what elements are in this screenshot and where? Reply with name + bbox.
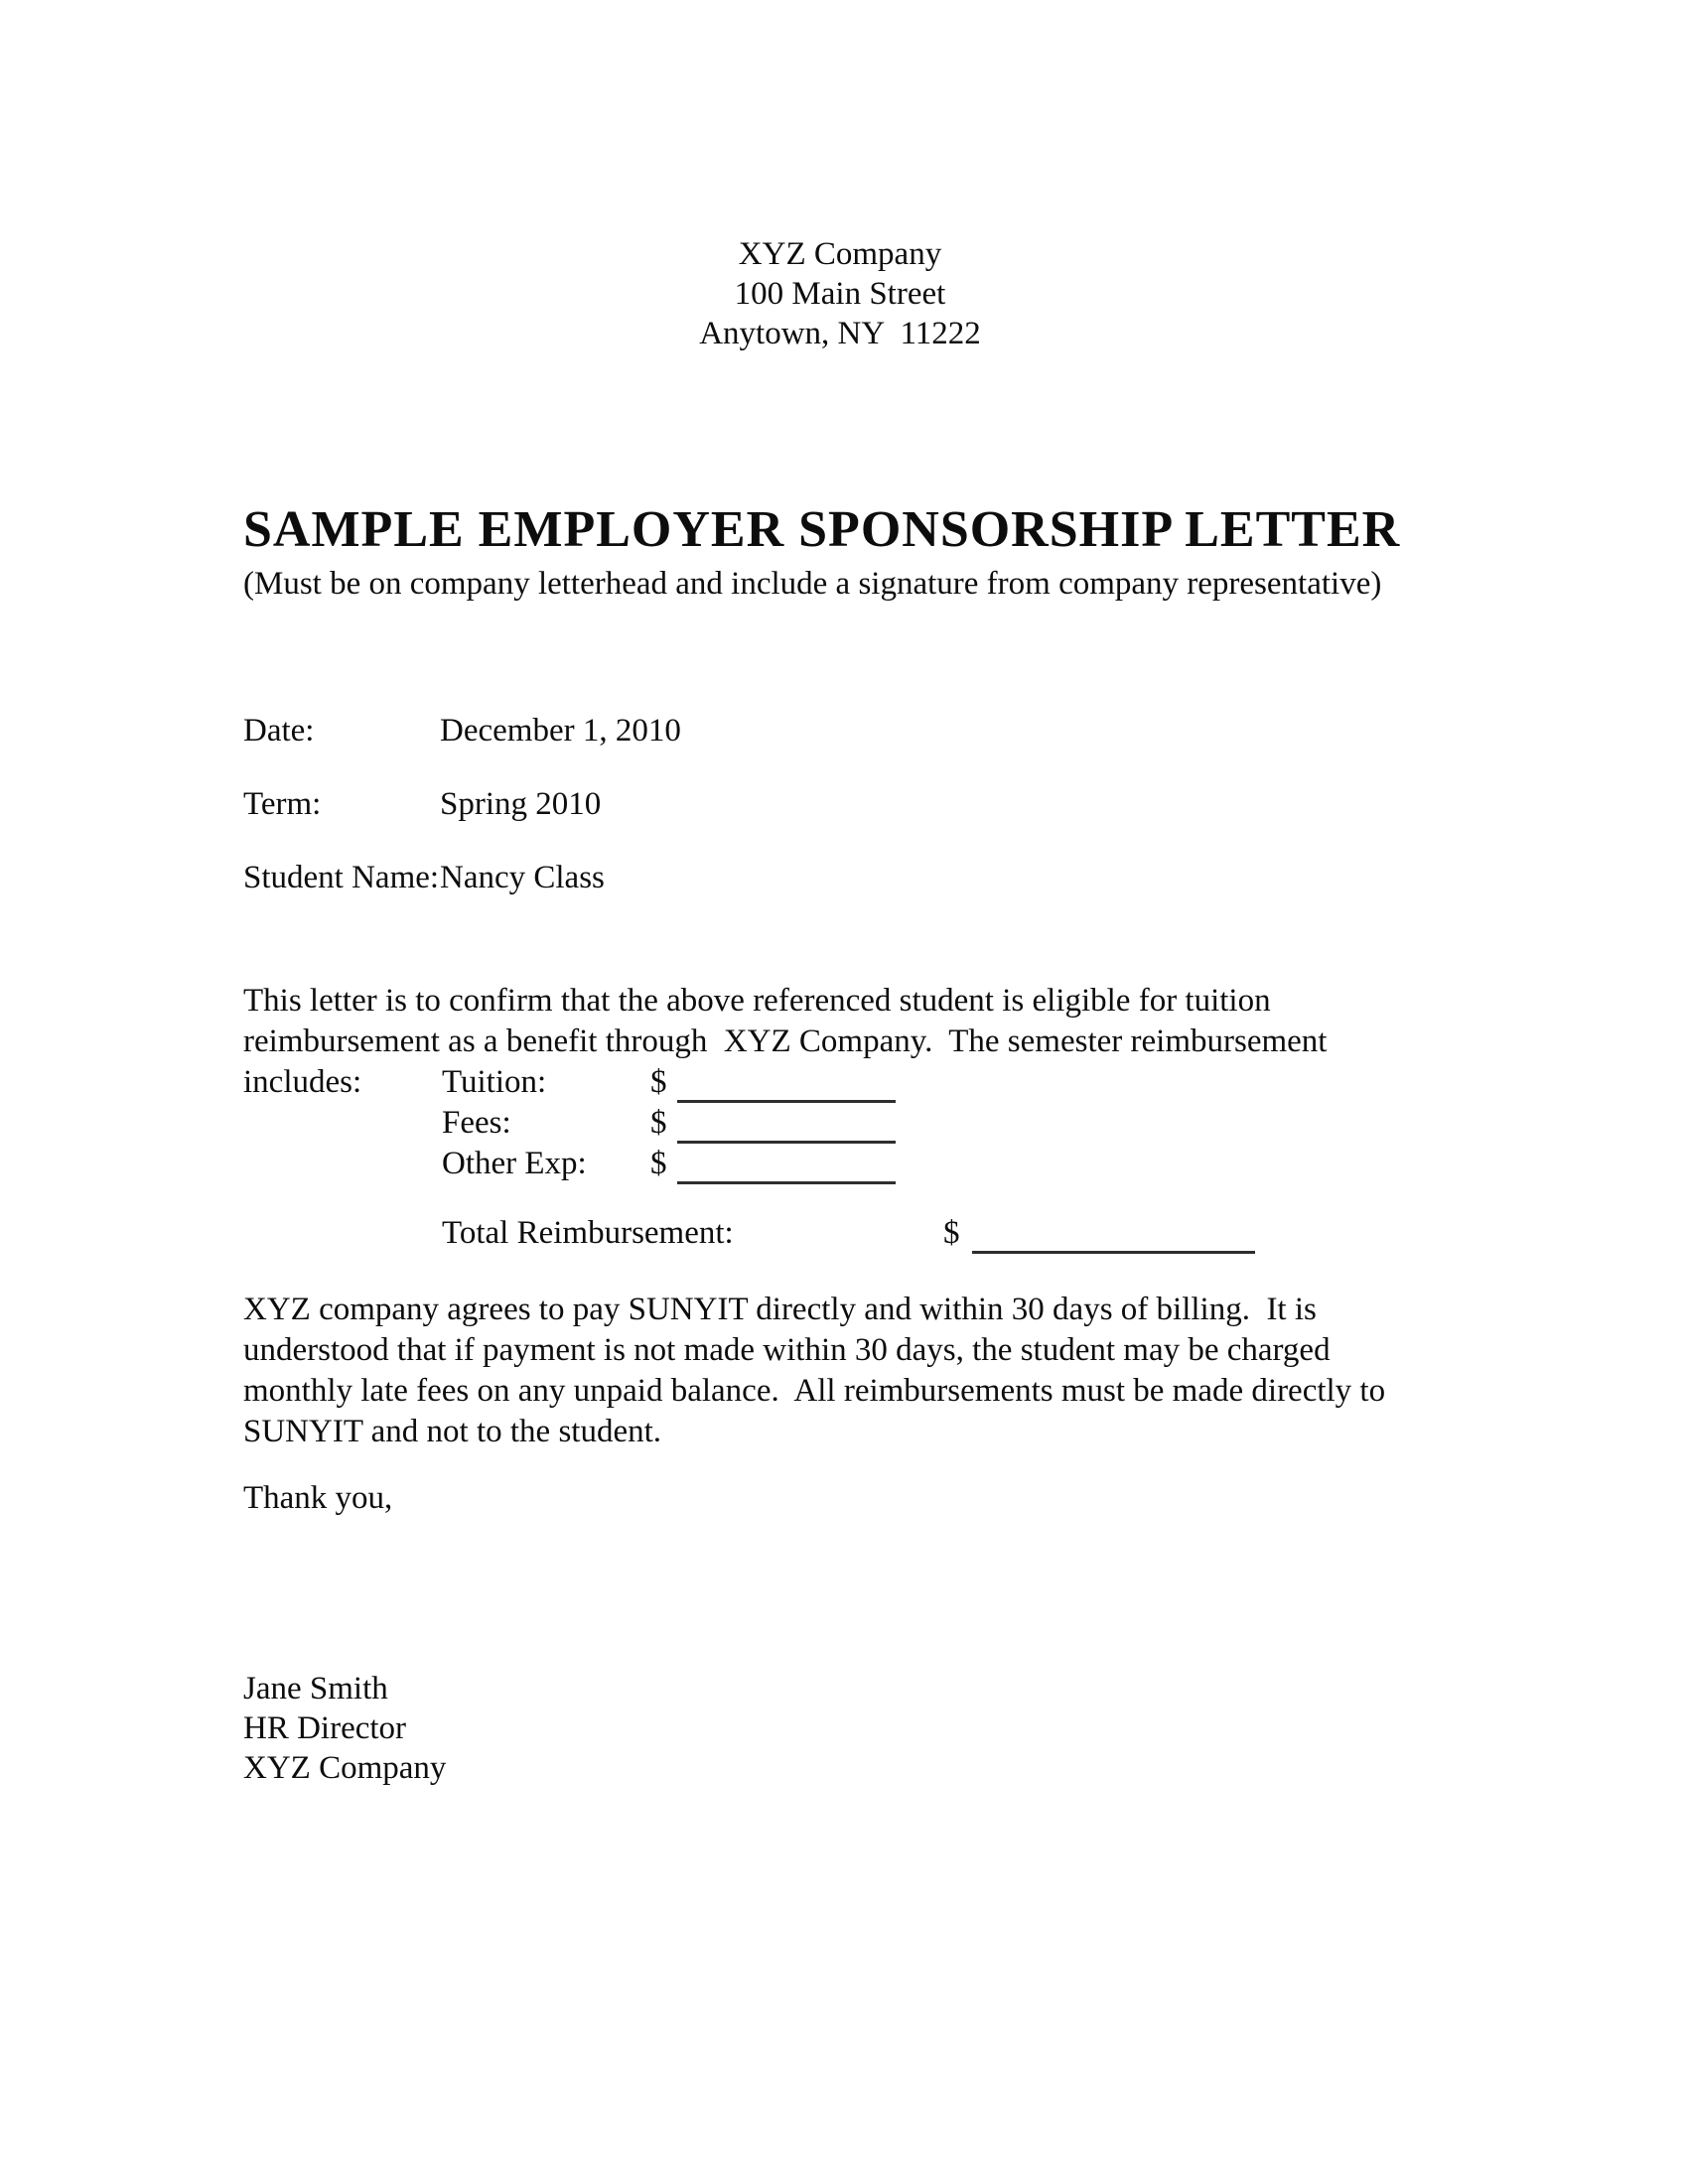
letterhead-company: XYZ Company (738, 236, 942, 272)
student-name-value: Nancy Class (440, 860, 605, 895)
field-row-date (243, 711, 681, 751)
signer-name: Jane Smith (243, 1671, 388, 1706)
other-exp-currency-symbol: $ (650, 1146, 667, 1181)
closing-salutation: Thank you, (243, 1480, 393, 1516)
intro-line-2: reimbursement as a benefit through XYZ Company. The semester reimbursement (243, 1024, 1328, 1059)
intro-line-1: This letter is to confirm that the above referenced student is eligible for tuition (243, 983, 1271, 1019)
date-value: December 1, 2010 (440, 713, 681, 749)
student-name-label: Student Name: (243, 860, 440, 895)
term-value: Spring 2010 (440, 786, 602, 822)
expense-row-other-exp (243, 1144, 1327, 1184)
fees-amount-blank (677, 1103, 896, 1144)
signer-company: XYZ Company (243, 1750, 447, 1786)
letterhead-city-state-zip: Anytown, NY 11222 (699, 316, 981, 351)
total-reimbursement-row (442, 1213, 1255, 1254)
terms-line-2: understood that if payment is not made within 30 days, the student may be charged (243, 1332, 1331, 1368)
title-block (243, 501, 1539, 604)
date-label: Date: (243, 713, 315, 749)
other-exp-label: Other Exp: (442, 1146, 587, 1181)
terms-line-1: XYZ company agrees to pay SUNYIT directly and within 30 days of billing. It is (243, 1292, 1317, 1327)
total-amount-blank (972, 1213, 1255, 1254)
includes-label: includes: (243, 1064, 362, 1100)
letter-title: SAMPLE EMPLOYER SPONSORSHIP LETTER (243, 501, 1401, 558)
intro-paragraph (243, 981, 1327, 1184)
expense-row-tuition (243, 1062, 1327, 1103)
other-exp-amount-blank (677, 1144, 896, 1184)
term-label: Term: (243, 786, 322, 822)
terms-line-4: SUNYIT and not to the student. (243, 1414, 662, 1449)
fees-currency-symbol: $ (650, 1105, 667, 1141)
fields-block (243, 711, 681, 931)
terms-paragraph (243, 1290, 1385, 1452)
tuition-amount-blank (677, 1062, 896, 1103)
field-row-student-name (243, 858, 681, 897)
terms-line-3: monthly late fees on any unpaid balance. All reimbursements must be made directly to (243, 1373, 1386, 1409)
letterhead-street: 100 Main Street (734, 276, 946, 312)
total-currency-symbol: $ (943, 1215, 960, 1251)
fees-label: Fees: (442, 1105, 511, 1141)
letterhead (0, 234, 1680, 353)
total-reimbursement-label: Total Reimbursement: (442, 1215, 734, 1251)
signature-block (243, 1669, 446, 1788)
includes-spacer (243, 1103, 442, 1144)
field-row-term (243, 784, 681, 824)
tuition-currency-symbol: $ (650, 1064, 667, 1100)
signer-title: HR Director (243, 1710, 407, 1746)
tuition-label: Tuition: (442, 1064, 547, 1100)
expense-row-fees (243, 1103, 1327, 1144)
letter-subtitle: (Must be on company letterhead and include a signature from company representative) (243, 566, 1382, 602)
includes-spacer (243, 1144, 442, 1184)
